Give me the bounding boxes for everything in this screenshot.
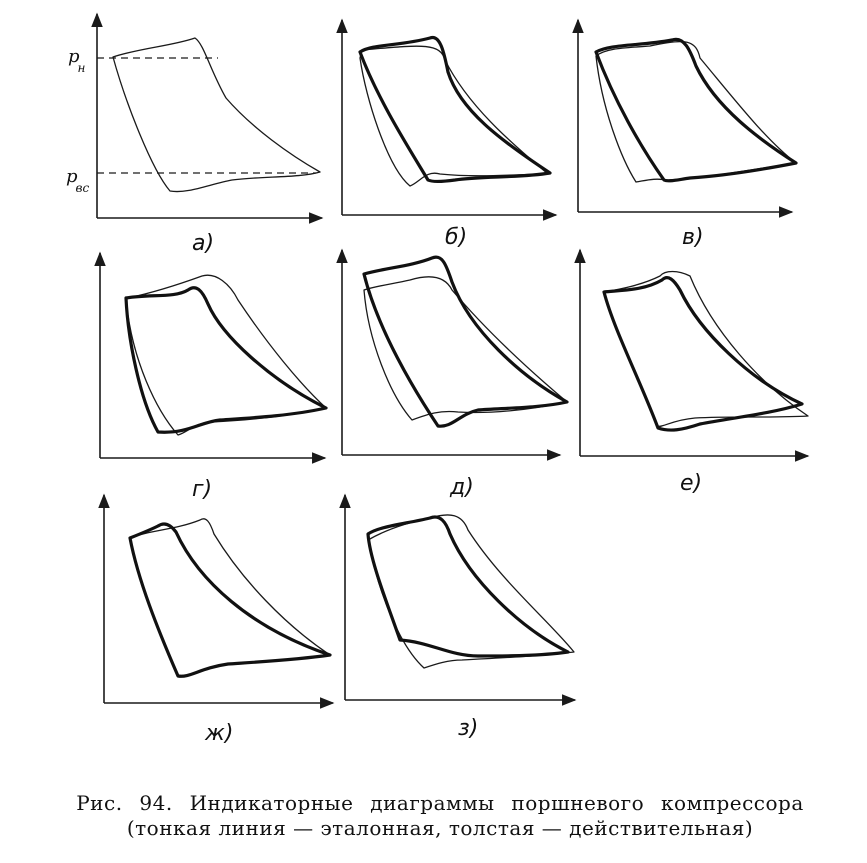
panel-d <box>342 250 567 500</box>
panel-e-label: е) <box>680 471 703 496</box>
panel-a <box>66 14 322 256</box>
panel-zh-label: ж) <box>205 721 234 746</box>
actual-cycle-curve <box>130 524 330 676</box>
figure-caption-title: Рис. 94. Индикаторные диаграммы поршневого компрессора <box>76 791 804 815</box>
panel-b <box>342 20 556 250</box>
panel-z-label: з) <box>458 716 479 741</box>
reference-cycle-curve <box>364 277 567 420</box>
p-discharge-label: p н <box>68 46 86 75</box>
actual-cycle-curve <box>604 278 802 430</box>
actual-cycle-curve <box>126 288 326 433</box>
reference-cycle-curve <box>604 272 808 427</box>
figure-caption-legend: (тонкая линия — эталонная, толстая — действительная) <box>126 816 754 840</box>
reference-cycle-curve <box>368 515 574 668</box>
panel-v-label: в) <box>682 225 704 250</box>
p-suction-label: p вс <box>66 166 90 195</box>
actual-cycle-curve <box>596 39 796 181</box>
actual-cycle-curve <box>360 37 550 181</box>
actual-cycle-curve <box>368 517 568 656</box>
panel-e <box>580 250 808 496</box>
panel-b-label: б) <box>445 225 468 250</box>
panel-z <box>345 495 575 741</box>
panel-g <box>100 253 326 502</box>
panel-g-label: г) <box>192 477 213 502</box>
reference-cycle-curve <box>126 275 326 435</box>
panel-v <box>578 20 796 250</box>
panel-a-label: а) <box>192 231 215 256</box>
reference-cycle-curve <box>130 519 330 676</box>
actual-cycle-curve <box>364 257 567 426</box>
reference-cycle-curve <box>113 38 320 192</box>
reference-cycle-curve <box>360 46 548 186</box>
panel-zh <box>104 495 333 746</box>
panel-d-label: д) <box>450 475 474 500</box>
